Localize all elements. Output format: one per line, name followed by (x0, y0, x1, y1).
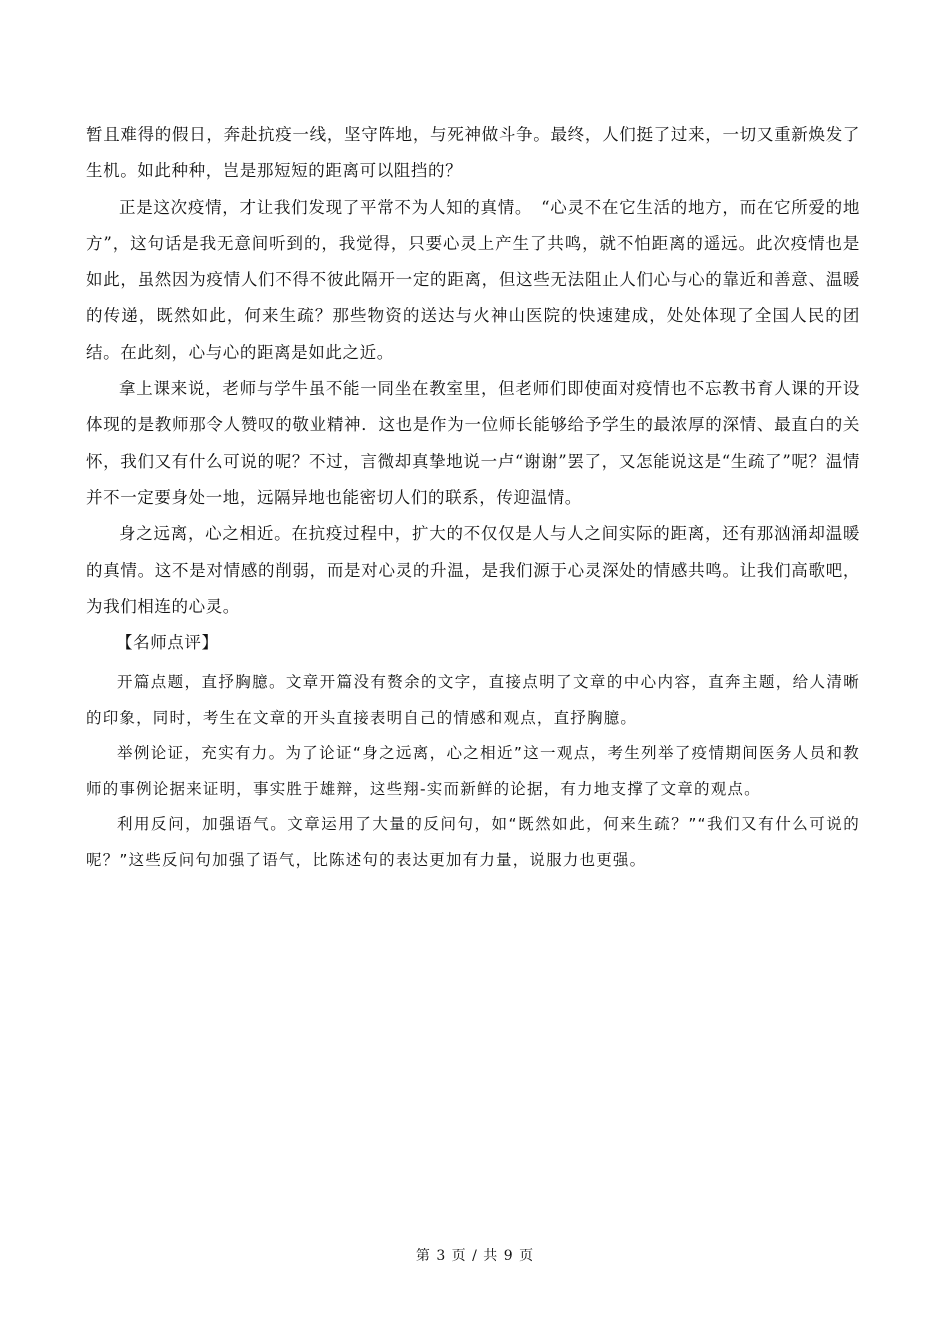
review-paragraph-2: 举例论证，充实有力。为了论证“身之远离，心之相近”这一观点，考生列举了疫情期间医务人员和教师的事例论据来证明，事实胜于雄辩，这些翔-实而新鲜的论据，有力地支撑了文章的观点。 (86, 744, 860, 798)
essay-paragraph-4: 身之远离，心之相近。在抗疫过程中，扩大的不仅仅是人与人之间实际的距离，还有那汹涌却温暖的真情。这不是对情感的削弱，而是对心灵的升温，是我们源于心灵深处的情感共鸣。让我们高歌吧，为我们相连的心灵。 (86, 524, 860, 616)
page-footer (0, 1245, 950, 1265)
review-comments (86, 665, 860, 878)
page-content (86, 117, 860, 878)
review-heading: 【名师点评】 (116, 633, 219, 653)
review-paragraph-3: 利用反问，加强语气。文章运用了大量的反问句，如“既然如此，何来生疏？”“我们又有什么可说的呢？”这些反问句加强了语气，比陈述句的表达更加有力量，说服力也更强。 (86, 815, 860, 869)
page-number: 第 3 页 / 共 9 页 (415, 1248, 535, 1264)
essay-paragraph-3: 拿上课来说，老师与学牛虽不能一同坐在教室里，但老师们即使面对疫情也不忘教书育人课的开设体现的是教师那令人赞叹的敬业精神．这也是作为一位师长能够给予学生的最浓厚的深情、最直白的关怀，我们又有什么可说的呢？不过，言微却真挚地说一卢“谢谢”罢了，又怎能说这是“生疏了”呢？温情并不一定要身处一地，远隔异地也能密切人们的联系，传迎温情。 (86, 379, 860, 507)
review-paragraph-1: 开篇点题，直抒胸臆。文章开篇没有赘余的文字，直接点明了文章的中心内容，直奔主题，给人清晰的印象，同时，考生在文章的开头直接表明自己的情感和观点，直抒胸臆。 (86, 673, 860, 727)
essay-paragraph-2: 正是这次疫情，才让我们发现了平常不为人知的真情。 “心灵不在它生活的地方，而在它所爱的地方”，这句话是我无意间听到的，我觉得，只要心灵上产生了共鸣，就不怕距离的遥远。此次疫情也是如此，虽然因为疫情人们不得不彼此隔开一定的距离，但这些无法阻止人们心与心的靠近和善意、温暖的传递，既然如此，何来生疏？那些物资的送达与火神山医院的快速建成，处处体现了全国人民的团结。在此刻，心与心的距离是如此之近。 (86, 197, 860, 362)
essay-paragraph-1: 暂且难得的假日，奔赴抗疫一线，坚守阵地，与死神做斗争。最终，人们挺了过来，一切又重新焕发了生机。如此种种，岂是那短短的距离可以阻挡的？ (86, 125, 860, 181)
